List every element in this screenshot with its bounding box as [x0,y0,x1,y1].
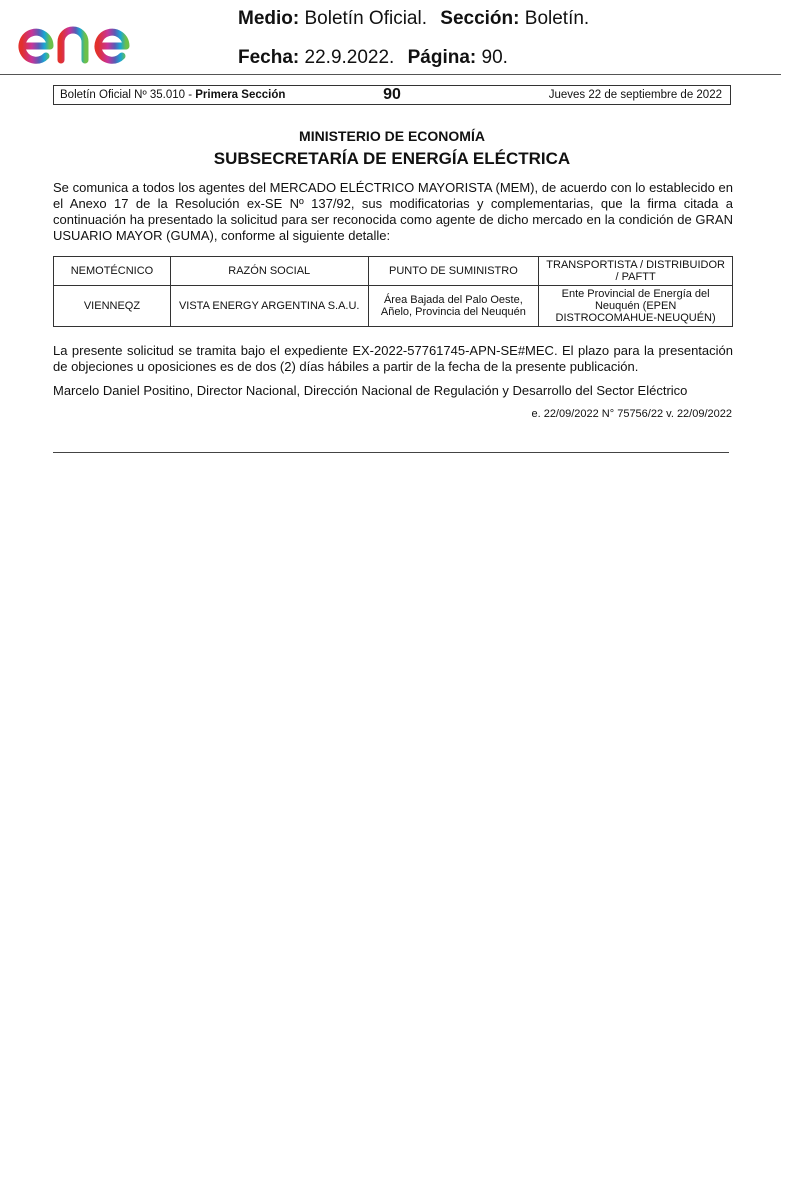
bulletin-header [53,85,731,105]
header-nemotecnico: NEMOTÉCNICO [54,257,171,286]
seccion-value: Boletín. [524,8,590,29]
clipping-medio-seccion [238,8,589,30]
bulletin-section: Primera Sección [195,89,286,101]
medio-label: Medio: [238,8,300,29]
medio-value: Boletín Oficial. [304,8,427,29]
guma-detail-table [53,256,733,327]
header-razon-social: RAZÓN SOCIAL [170,257,368,286]
pagina-value: 90. [481,47,508,68]
seccion-label: Sección: [440,8,520,29]
table-row [54,286,733,327]
header-divider [0,74,781,75]
cell-razon-social: VISTA ENERGY ARGENTINA S.A.U. [170,286,368,327]
bulletin-date: Jueves 22 de septiembre de 2022 [548,89,722,101]
cell-punto-suministro: Área Bajada del Palo Oeste, Añelo, Provincia del Neuquén [368,286,539,327]
expediente-paragraph: La presente solicitud se tramita bajo el expediente EX-2022-57761745-APN-SE#MEC. El plazo para la presentación de objeciones u oposiciones es de dos (2) días hábiles a partir de la fecha de la presente publicación. [53,343,733,374]
subsecretaria-title: SUBSECRETARÍA DE ENERGÍA ELÉCTRICA [213,149,571,168]
fecha-label: Fecha: [238,47,300,68]
notice-end-divider [53,452,729,453]
header-punto-suministro: PUNTO DE SUMINISTRO [368,257,539,286]
ministry-title: MINISTERIO DE ECONOMÍA [299,128,485,144]
cell-transportista: Ente Provincial de Energía del Neuquén (EPEN DISTROCOMAHUE-NEUQUÉN) [539,286,733,327]
cell-nemotecnico: VIENNEQZ [54,286,171,327]
bulletin-issue-prefix: Boletín Oficial Nº 35.010 - [60,89,196,101]
intro-paragraph: Se comunica a todos los agentes del MERCADO ELÉCTRICO MAYORISTA (MEM), de acuerdo con lo establecido en el Anexo 17 de la Resolución ex-SE Nº 137/92, sus modificatorias y complementarias, que la firma citada a continuación ha presentado la solicitud para ser reconocida como agente de dicho mercado en la condición de GRAN USUARIO MAYOR (GUMA), conforme al siguiente detalle: [53,180,733,243]
enel-logo [16,8,171,68]
clipping-fecha-pagina [238,47,508,69]
header-transportista: TRANSPORTISTA / DISTRIBUIDOR / PAFTT [539,257,733,286]
bulletin-page-number: 90 [383,86,401,103]
publication-reference: e. 22/09/2022 N° 75756/22 v. 22/09/2022 [531,408,732,420]
signature-line: Marcelo Daniel Positino, Director Nacional, Dirección Nacional de Regulación y Desarrollo del Sector Eléctrico [53,383,688,398]
table-header-row [54,257,733,286]
fecha-value: 22.9.2022. [304,47,395,68]
pagina-label: Página: [407,47,477,68]
